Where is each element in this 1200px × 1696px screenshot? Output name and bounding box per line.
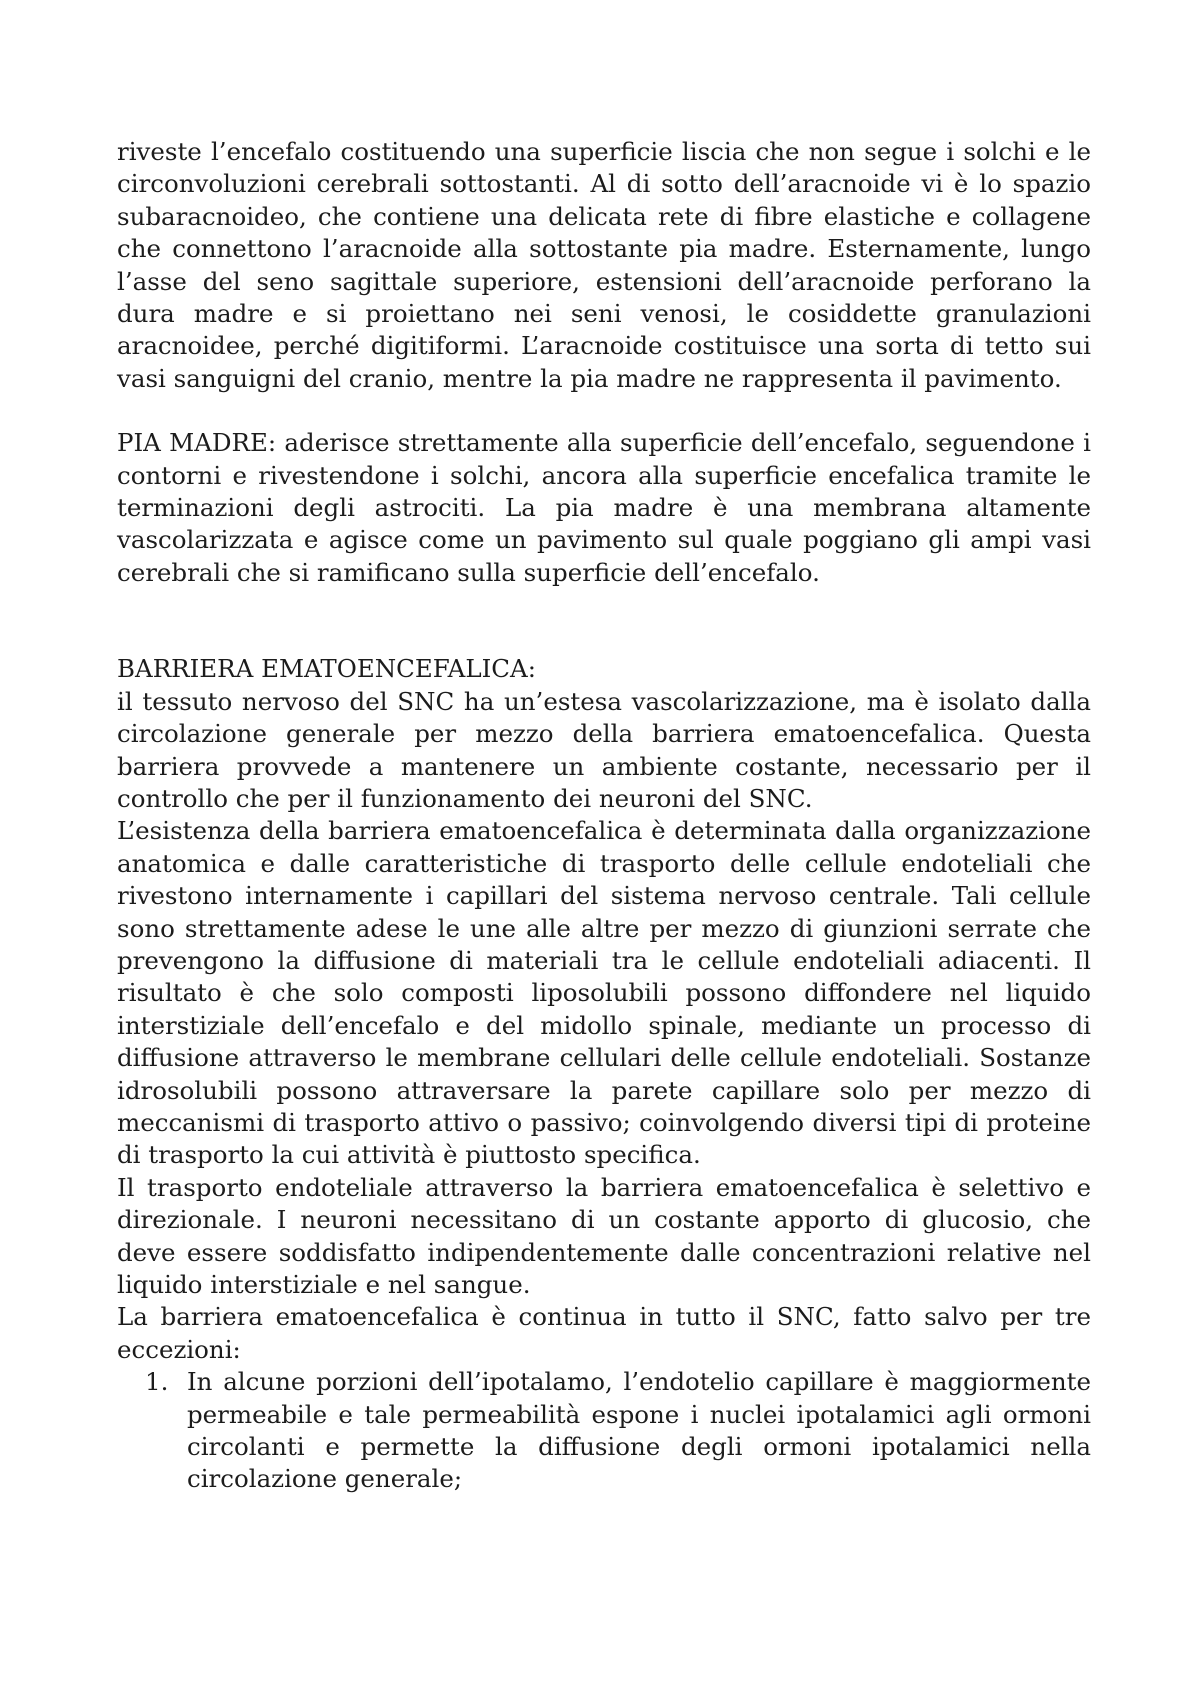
section-spacer: [117, 589, 1091, 653]
paragraph-exceptions: La barriera ematoencefalica è continua in tutto il SNC, fatto salvo per tre eccezioni:: [117, 1302, 1091, 1364]
document-page: [117, 136, 1091, 1496]
paragraph-pia-mater: PIA MADRE: aderisce strettamente alla superficie dell’encefalo, seguendone i contorni e rivestendone i solchi, ancora alla superficie encefalica tramite le terminazioni degli astrociti. La pia madre è una membrana altamente vascolarizzata e agisce come un pavimento sul quale poggiano gli ampi vasi cerebrali che si ramificano sulla superficie dell’encefalo.: [117, 428, 1091, 587]
paragraph-arachnoid: riveste l’encefalo costituendo una superficie liscia che non segue i solchi e le circonvoluzioni cerebrali sottostanti. Al di sotto dell’aracnoide vi è lo spazio subaracnoideo, che contiene una delicata rete di fibre elastiche e collagene che connettono l’aracnoide alla sottostante pia madre. Esternamente, lungo l’asse del seno sagittale superiore, estensioni dell’aracnoide perforano la dura madre e si proiettano nei seni venosi, le cosiddette granulazioni aracnoidee, perché digitiformi. L’aracnoide costituisce una sorta di tetto sui vasi sanguigni del cranio, mentre la pia madre ne rappresenta il pavimento.: [117, 137, 1091, 393]
paragraph-transport: Il trasporto endoteliale attraverso la barriera ematoencefalica è selettivo e direzionale. I neuroni necessitano di un costante apporto di glucosio, che deve essere soddisfatto indipendentemente dalle concentrazioni relative nel liquido interstiziale e nel sangue.: [117, 1172, 1091, 1299]
list-item-text: In alcune porzioni dell’ipotalamo, l’endotelio capillare è maggiormente permeabile e tale permeabilità espone i nuclei ipotalamici agli ormoni circolanti e permette la diffusione degli ormoni ipotalamici nella circolazione generale;: [187, 1367, 1091, 1494]
exceptions-list: [117, 1366, 1091, 1496]
list-item: [117, 1366, 1091, 1496]
paragraph-spacer: [117, 395, 1091, 427]
list-item-number: 1.: [145, 1367, 169, 1397]
paragraph-intro: il tessuto nervoso del SNC ha un’estesa vascolarizzazione, ma è isolato dalla circolazione generale per mezzo della barriera ematoencefalica. Questa barriera provvede a mantenere un ambiente costante, necessario per il controllo che per il funzionamento dei neuroni del SNC.: [117, 686, 1091, 813]
section-heading: BARRIERA EMATOENCEFALICA:: [117, 654, 536, 684]
paragraph-existence: L’esistenza della barriera ematoencefalica è determinata dalla organizzazione anatomica e dalle caratteristiche di trasporto delle cellule endoteliali che rivestono internamente i capillari del sistema nervoso centrale. Tali cellule sono strettamente adese le une alle altre per mezzo di giunzioni serrate che prevengono la diffusione di materiali tra le cellule endoteliali adiacenti. Il risultato è che solo composti liposolubili possono diffondere nel liquido interstiziale dell’encefalo e del midollo spinale, mediante un processo di diffusione attraverso le membrane cellulari delle cellule endoteliali. Sostanze idrosolubili possono attraversare la parete capillare solo per mezzo di meccanismi di trasporto attivo o passivo; coinvolgendo diversi tipi di proteine di trasporto la cui attività è piuttosto specifica.: [117, 816, 1091, 1170]
